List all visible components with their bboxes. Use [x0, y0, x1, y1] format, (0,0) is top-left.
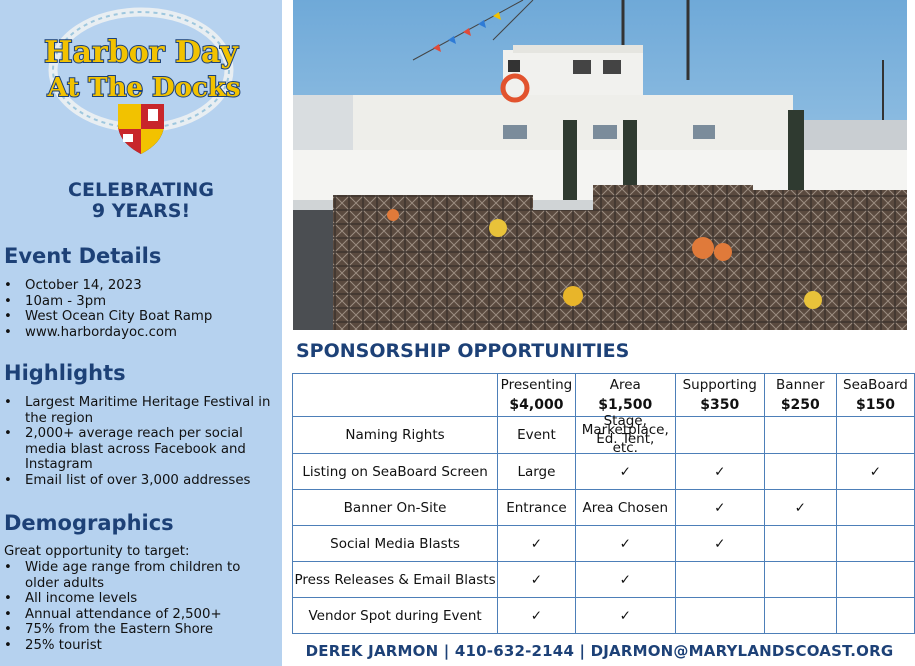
table-cell: Event	[498, 417, 576, 454]
celebrating-banner	[0, 180, 282, 222]
table-cell	[675, 598, 764, 634]
celebrating-line1: CELEBRATING	[68, 179, 214, 201]
list-item: • Annual attendance of 2,500+	[4, 607, 274, 623]
check-icon: ✓	[575, 598, 675, 634]
table-cell: Area Chosen	[575, 490, 675, 526]
check-icon: ✓	[575, 454, 675, 490]
celebrating-line2: 9 YEARS!	[91, 200, 191, 222]
table-cell	[836, 526, 914, 562]
check-icon: ✓	[764, 490, 836, 526]
table-cell: Large	[498, 454, 576, 490]
table-cell	[764, 454, 836, 490]
list-item: • Largest Maritime Heritage Festival in the region	[4, 395, 274, 426]
list-item: • Wide age range from children to older adults	[4, 560, 274, 591]
sponsorship-title: SPONSORSHIP OPPORTUNITIES	[296, 340, 630, 362]
check-icon: ✓	[675, 490, 764, 526]
check-icon: ✓	[498, 526, 576, 562]
table-cell	[764, 526, 836, 562]
header-blank	[293, 374, 498, 417]
table-header-row	[293, 374, 915, 417]
tier-price: $250	[780, 397, 820, 413]
table-row	[293, 490, 915, 526]
tier-banner	[764, 374, 836, 417]
tier-price: $4,000	[509, 397, 564, 413]
sponsorship-table	[292, 373, 915, 634]
check-icon: ✓	[575, 526, 675, 562]
harbor-boat-photo	[293, 0, 907, 330]
table-cell	[836, 490, 914, 526]
tier-supporting	[675, 374, 764, 417]
table-cell	[764, 417, 836, 454]
list-item: • West Ocean City Boat Ramp	[4, 309, 274, 325]
tier-name: SeaBoard	[843, 377, 908, 393]
check-icon: ✓	[675, 526, 764, 562]
benefit-label: Press Releases & Email Blasts	[293, 562, 498, 598]
highlights-title: Highlights	[4, 361, 126, 385]
event-details-list	[4, 278, 274, 340]
event-details-title: Event Details	[4, 244, 162, 268]
demographics-title: Demographics	[4, 511, 174, 535]
demographics-intro: Great opportunity to target:	[4, 544, 190, 559]
table-cell	[836, 562, 914, 598]
benefit-label: Banner On-Site	[293, 490, 498, 526]
table-cell	[836, 417, 914, 454]
table-row	[293, 454, 915, 490]
benefit-label: Social Media Blasts	[293, 526, 498, 562]
demographics-list	[4, 560, 274, 653]
tier-area	[575, 374, 675, 417]
table-row	[293, 526, 915, 562]
table-cell	[764, 562, 836, 598]
benefit-label: Listing on SeaBoard Screen	[293, 454, 498, 490]
tier-name: Supporting	[682, 377, 757, 393]
table-row	[293, 417, 915, 454]
list-item: • All income levels	[4, 591, 274, 607]
list-item: • 25% tourist	[4, 638, 274, 654]
contact-line: DEREK JARMON | 410-632-2144 | DJARMON@MARYLANDSCOAST.ORG	[305, 642, 894, 660]
list-item: • Email list of over 3,000 addresses	[4, 473, 274, 489]
table-row	[293, 562, 915, 598]
list-item: • www.harbordayoc.com	[4, 325, 274, 341]
table-cell: Stage, Marketplace, Ed. Tent, etc.	[575, 417, 675, 454]
check-icon: ✓	[498, 598, 576, 634]
tier-price: $150	[855, 397, 895, 413]
logo-line1: Harbor Day	[44, 35, 238, 70]
harbor-day-logo	[26, 4, 256, 164]
table-cell	[764, 598, 836, 634]
check-icon: ✓	[836, 454, 914, 490]
benefit-label: Vendor Spot during Event	[293, 598, 498, 634]
check-icon: ✓	[575, 562, 675, 598]
tier-price: $350	[700, 397, 740, 413]
check-icon: ✓	[498, 562, 576, 598]
table-cell: Entrance	[498, 490, 576, 526]
tier-presenting	[498, 374, 576, 417]
table-cell	[675, 562, 764, 598]
left-panel	[0, 0, 282, 666]
logo-line2: At The Docks	[47, 73, 241, 103]
table-row	[293, 598, 915, 634]
tier-name: Banner	[776, 377, 825, 393]
highlights-list	[4, 395, 274, 488]
table-cell	[675, 417, 764, 454]
tier-seaboard	[836, 374, 914, 417]
tier-name: Presenting	[500, 377, 573, 393]
table-cell	[836, 598, 914, 634]
list-item: • 75% from the Eastern Shore	[4, 622, 274, 638]
benefit-label: Naming Rights	[293, 417, 498, 454]
list-item: • 10am - 3pm	[4, 294, 274, 310]
list-item: • 2,000+ average reach per social media blast across Facebook and Instagram	[4, 426, 274, 473]
tier-price: $1,500	[598, 397, 653, 413]
check-icon: ✓	[675, 454, 764, 490]
tier-name: Area	[609, 377, 641, 393]
list-item: • October 14, 2023	[4, 278, 274, 294]
